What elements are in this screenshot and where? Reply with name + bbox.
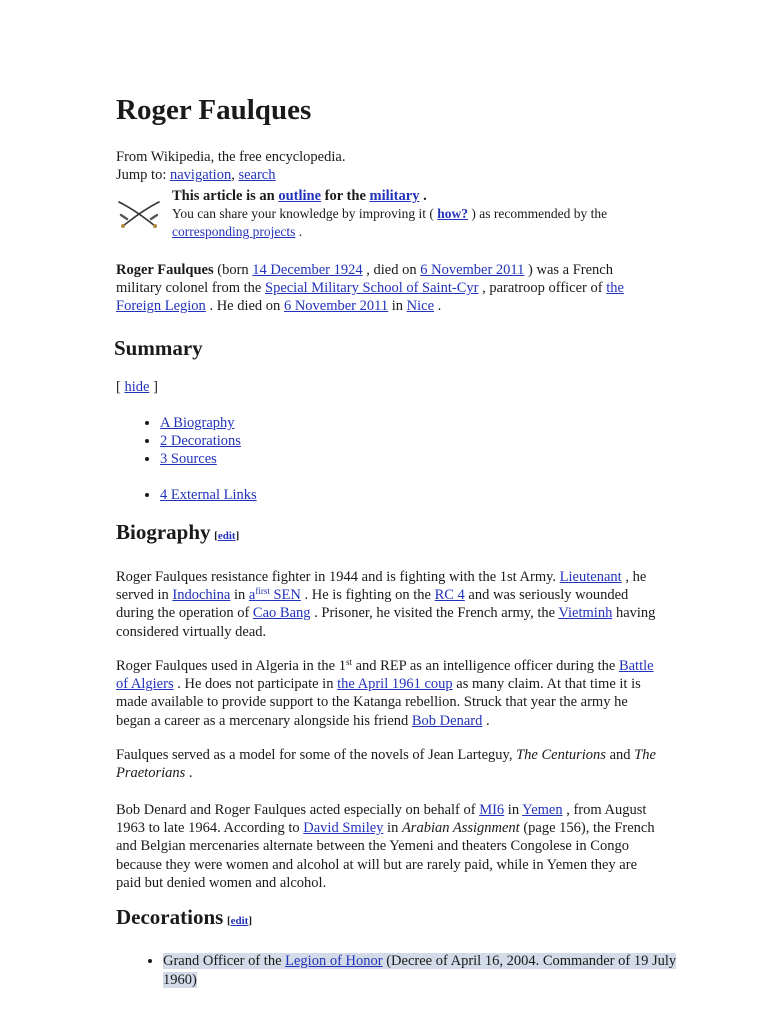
biography-paragraph-2 bbox=[116, 657, 661, 730]
body-text: (page 156), the French and Belgian mercenaries alternate between the Yemeni and theaters Congolese in Congo because they were women and alcohol at will but are rarely paid, while in Yemen they are paid but denied women and alcohol. bbox=[116, 820, 655, 891]
notice-text: This article is an bbox=[172, 188, 275, 204]
intro-text: , died on bbox=[366, 262, 417, 278]
corresponding-projects-link[interactable]: corresponding projects bbox=[172, 224, 296, 240]
biography-paragraph-3 bbox=[116, 746, 661, 782]
toc-list bbox=[140, 486, 257, 504]
biography-paragraph-1 bbox=[116, 568, 661, 641]
decorations-list bbox=[141, 952, 683, 990]
hide-link[interactable]: hide bbox=[124, 379, 150, 395]
body-text: having considered virtually dead. bbox=[116, 605, 656, 640]
superscript: st bbox=[345, 657, 352, 667]
body-text: in bbox=[507, 802, 520, 818]
toc-item bbox=[160, 414, 241, 432]
book-title: The Praetorians bbox=[116, 747, 656, 782]
link-text: a bbox=[248, 587, 256, 604]
edit-bracket: ] bbox=[235, 530, 240, 542]
decorations-heading: Decorations bbox=[116, 905, 224, 929]
intro-text: ) was a French military colonel from the bbox=[116, 262, 613, 297]
death-date-link[interactable]: 6 November 2011 bbox=[420, 262, 525, 278]
edit-bracket: ] bbox=[248, 915, 253, 927]
subject-name: Roger Faulques bbox=[116, 262, 214, 278]
body-text: . bbox=[485, 712, 490, 729]
list-item bbox=[163, 952, 683, 990]
body-text: Roger Faulques resistance fighter in 1944 and is fighting with the 1st Army. bbox=[116, 569, 557, 585]
body-text: Grand Officer of the bbox=[163, 953, 282, 969]
body-text: . Prisoner, he visited the French army, the bbox=[314, 605, 556, 622]
notice-text: for the bbox=[324, 188, 366, 204]
battle-of-algiers-link[interactable]: Battle of Algiers bbox=[116, 658, 654, 693]
toc-list bbox=[140, 414, 241, 469]
body-text: and REP as an intelligence officer during the bbox=[355, 658, 616, 674]
biography-edit-link[interactable]: edit bbox=[217, 530, 236, 542]
jump-search-link[interactable]: search bbox=[238, 167, 276, 184]
body-text: , he served in bbox=[116, 569, 647, 604]
body-text: , from August 1963 to late 1964. According to bbox=[116, 802, 647, 837]
tagline bbox=[116, 148, 661, 184]
body-text: . bbox=[188, 765, 193, 782]
intro-paragraph bbox=[116, 261, 661, 316]
toc-link-external-links[interactable]: 4 External Links bbox=[160, 487, 257, 503]
body-text: in bbox=[387, 820, 399, 837]
jump-separator: , bbox=[231, 167, 235, 184]
rc4-link[interactable]: RC 4 bbox=[434, 587, 465, 604]
tagline-text: From Wikipedia, the free encyclopedia. bbox=[116, 149, 346, 165]
summary-heading: Summary bbox=[114, 336, 203, 360]
biography-heading-row bbox=[116, 520, 240, 545]
body-text: Roger Faulques used in Algeria in the 1 bbox=[116, 658, 346, 674]
body-text: and bbox=[609, 747, 631, 763]
april-1961-coup-link[interactable]: the April 1961 coup bbox=[337, 676, 453, 693]
nice-link[interactable]: Nice bbox=[406, 298, 435, 315]
body-text: . He is fighting on the bbox=[304, 587, 431, 604]
decorations-edit-link[interactable]: edit bbox=[230, 915, 249, 927]
decorations-heading-row bbox=[116, 905, 253, 930]
notice-text: ) as recommended by the bbox=[471, 206, 608, 222]
book-title: The Centurions bbox=[516, 747, 606, 763]
body-text: as many claim. At that time it is made available to provide support to the Katanga rebellion. Struck that year the army he began a career as a mercenary alongside his friend bbox=[116, 676, 641, 729]
superscript: first bbox=[255, 586, 270, 597]
bob-denard-link[interactable]: Bob Denard bbox=[411, 712, 483, 729]
legion-of-honor-link[interactable]: Legion of Honor bbox=[285, 953, 383, 969]
toc-item bbox=[160, 486, 257, 504]
crossed-swords-icon bbox=[115, 196, 163, 230]
jump-navigation-link[interactable]: navigation bbox=[169, 167, 232, 184]
first-sen-link[interactable] bbox=[249, 587, 301, 603]
david-smiley-link[interactable]: David Smiley bbox=[303, 820, 384, 837]
vietminh-link[interactable]: Vietminh bbox=[558, 605, 613, 622]
book-title: Arabian Assignment bbox=[401, 820, 520, 837]
page-title: Roger Faulques bbox=[116, 94, 312, 126]
body-text: Bob Denard and Roger Faulques acted especially on behalf of bbox=[116, 802, 476, 818]
bracket: ] bbox=[153, 379, 158, 395]
military-link[interactable]: military bbox=[369, 188, 420, 204]
intro-text: in bbox=[391, 298, 404, 315]
toc-link-decorations[interactable]: 2 Decorations bbox=[160, 433, 241, 450]
edit-bracket: [ bbox=[226, 915, 231, 927]
foreign-legion-link[interactable]: the Foreign Legion bbox=[116, 280, 624, 315]
yemen-link[interactable]: Yemen bbox=[522, 802, 563, 818]
biography-heading: Biography bbox=[116, 520, 211, 544]
outline-link[interactable]: outline bbox=[278, 188, 322, 204]
death-date-link-2[interactable]: 6 November 2011 bbox=[283, 298, 389, 315]
indochina-link[interactable]: Indochina bbox=[172, 587, 231, 604]
toc-link-sources[interactable]: 3 Sources bbox=[160, 451, 217, 468]
lieutenant-link[interactable]: Lieutenant bbox=[559, 569, 622, 585]
edit-bracket: [ bbox=[214, 530, 218, 542]
saint-cyr-link[interactable]: Special Military School of Saint-Cyr bbox=[265, 280, 479, 297]
mi6-link[interactable]: MI6 bbox=[479, 802, 505, 818]
link-text: SEN bbox=[273, 587, 301, 604]
toc-item bbox=[160, 450, 241, 468]
notice-text: . bbox=[298, 224, 303, 240]
biography-paragraph-4 bbox=[116, 801, 661, 892]
toc-item bbox=[160, 432, 241, 450]
body-text: Faulques served as a model for some of the novels of Jean Larteguy, bbox=[116, 747, 513, 763]
outline-notice bbox=[172, 187, 672, 242]
body-text: (Decree of April 16, 2004. Commander of 19 July 1960) bbox=[163, 953, 677, 988]
cao-bang-link[interactable]: Cao Bang bbox=[252, 605, 311, 622]
notice-text: . bbox=[423, 188, 427, 204]
bracket: [ bbox=[116, 379, 121, 395]
toc-link-biography[interactable]: A Biography bbox=[160, 415, 235, 431]
body-text: and was seriously wounded during the operation of bbox=[116, 587, 629, 622]
body-text: in bbox=[233, 587, 246, 604]
body-text: . He does not participate in bbox=[177, 676, 334, 693]
intro-text: . He died on bbox=[209, 298, 281, 315]
intro-text: (born bbox=[217, 262, 249, 278]
birth-date-link[interactable]: 14 December 1924 bbox=[252, 262, 363, 278]
intro-text: , paratroop officer of bbox=[482, 280, 603, 297]
jump-label: Jump to: bbox=[116, 167, 167, 184]
toc-hide-toggle bbox=[116, 378, 661, 396]
how-link[interactable]: how? bbox=[437, 206, 468, 222]
decoration-entry bbox=[163, 953, 676, 988]
intro-text: . bbox=[437, 298, 442, 315]
notice-text: You can share your knowledge by improving it ( bbox=[172, 206, 434, 222]
